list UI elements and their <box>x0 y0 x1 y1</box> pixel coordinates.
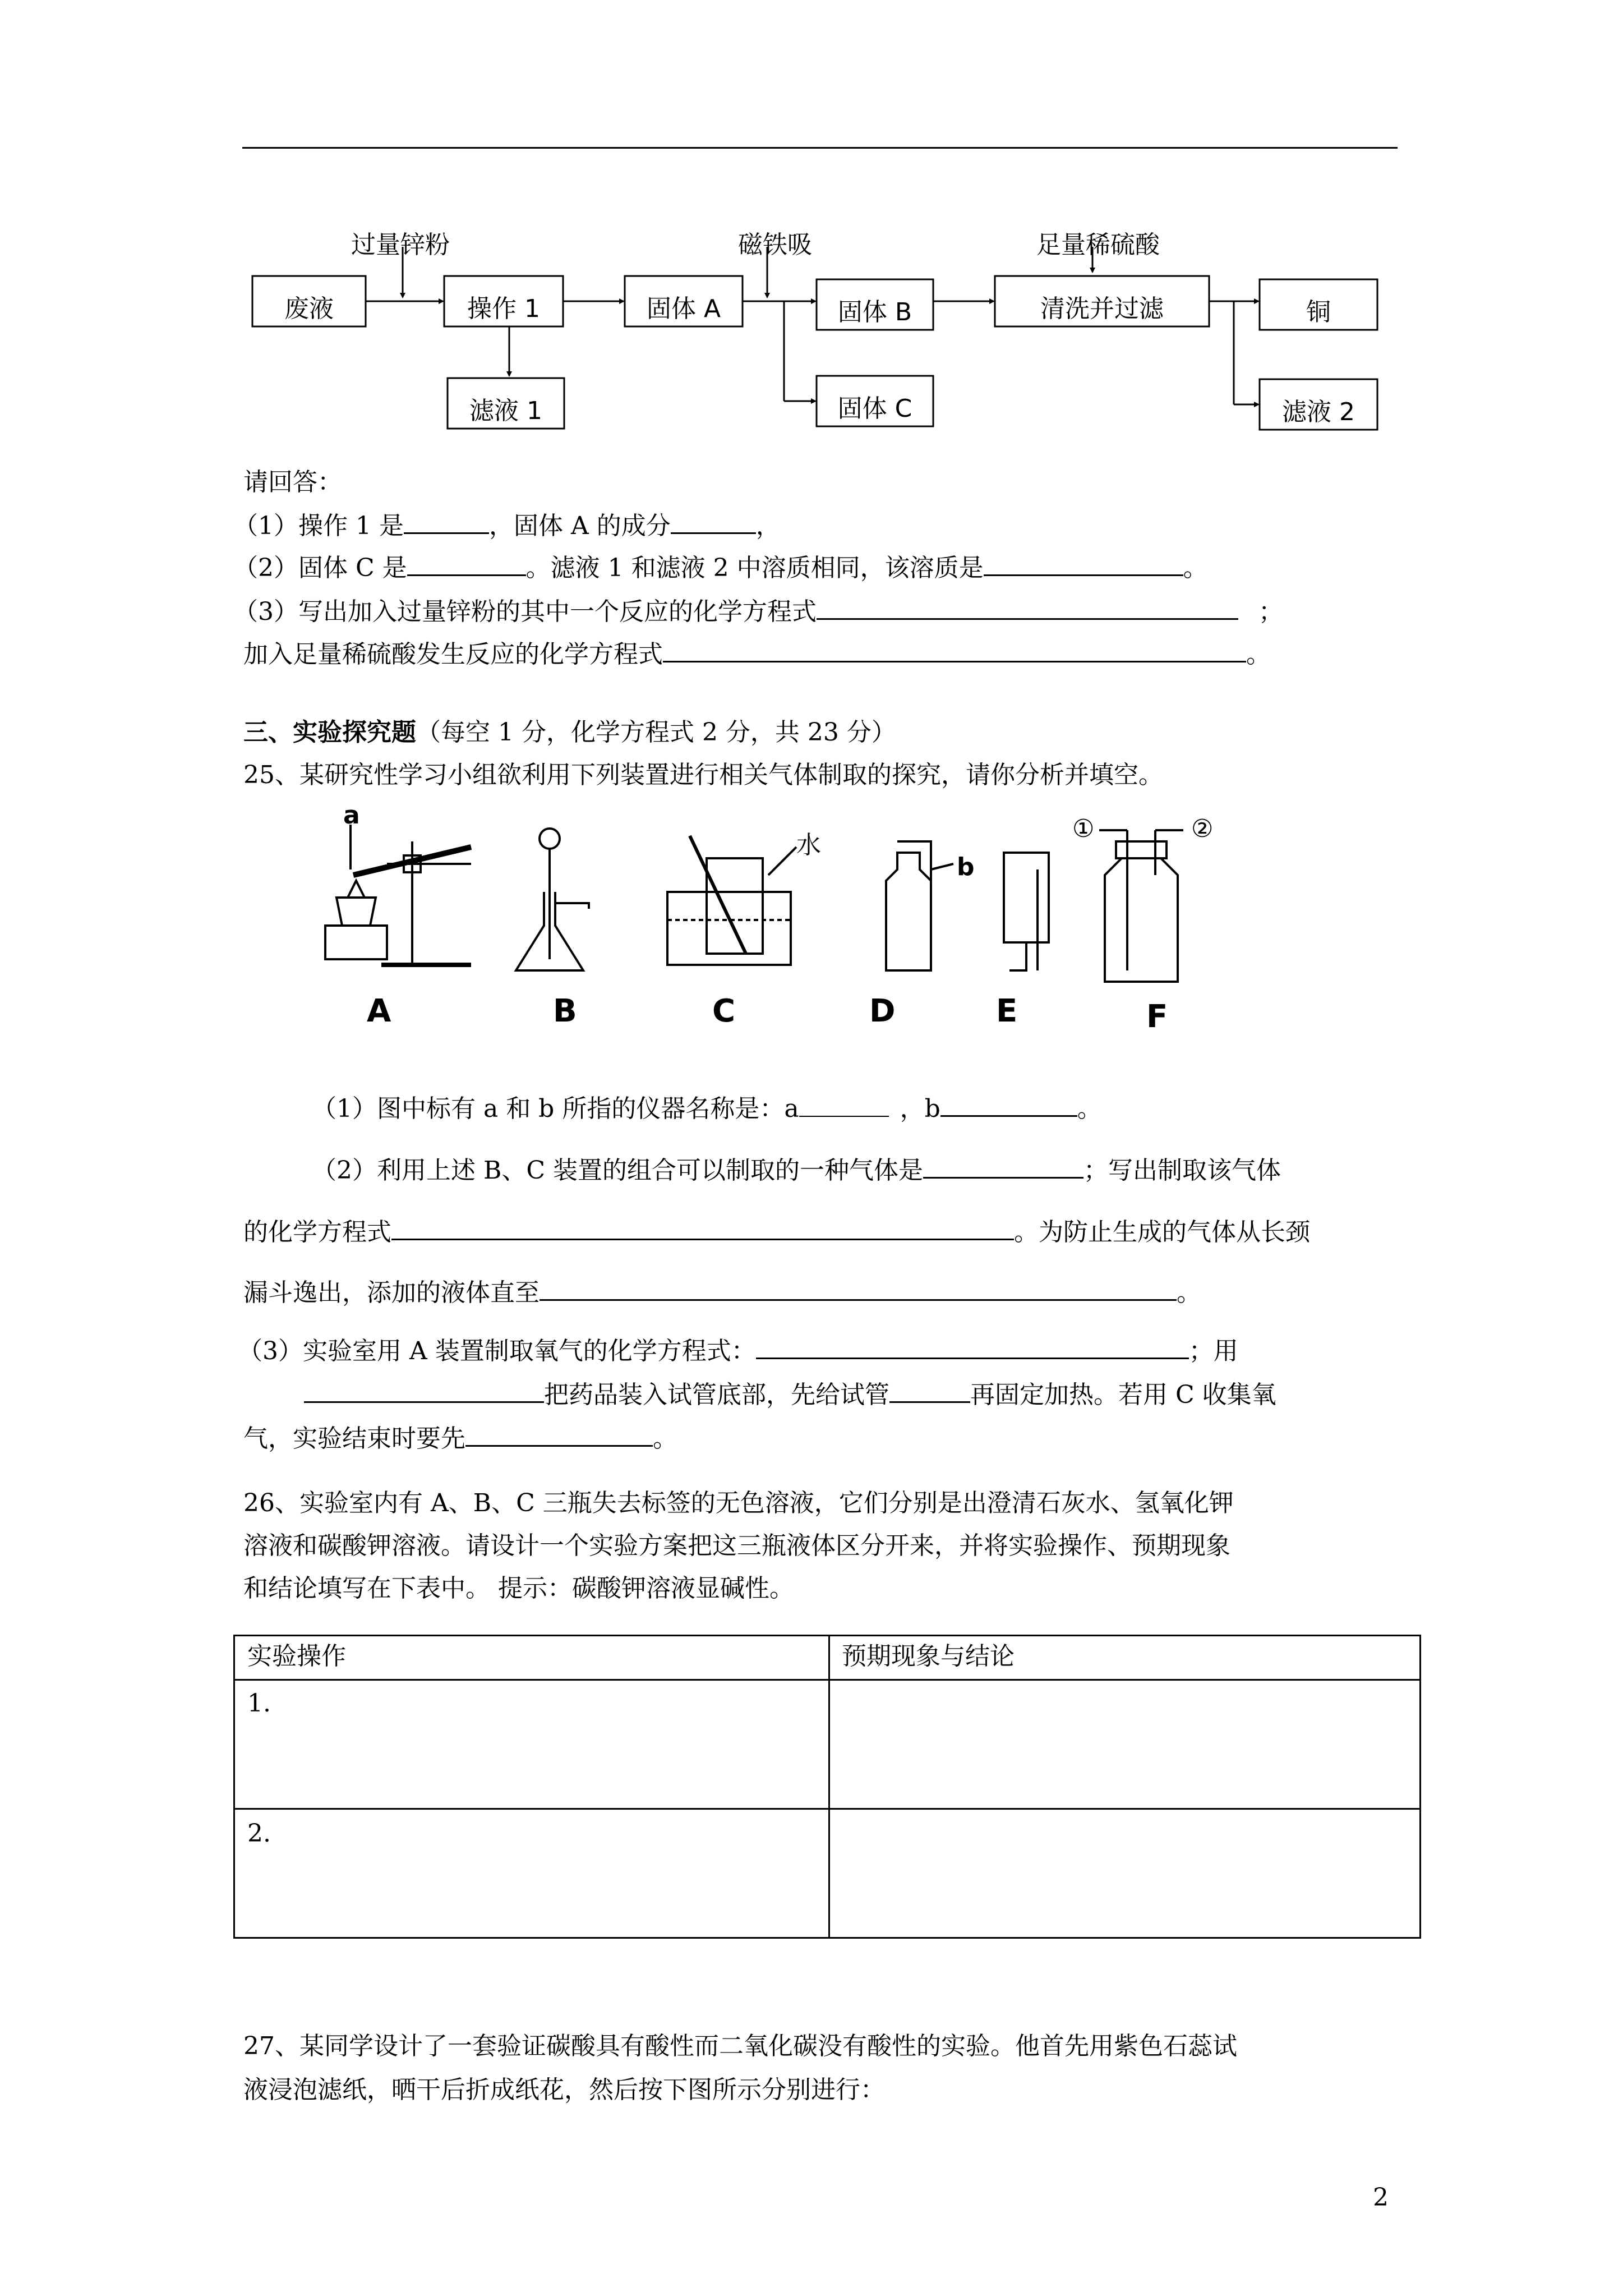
apparatus-f <box>1099 830 1183 982</box>
section3-title: 三、实验探究题 <box>243 718 416 747</box>
q24-blank-solidC[interactable] <box>407 550 526 576</box>
q25-p3-line2 <box>304 1377 1276 1412</box>
section3-heading <box>243 716 896 749</box>
q25-p2f: 。 <box>1177 1278 1201 1307</box>
apparatus-label-c: C <box>712 993 736 1029</box>
label-acid: 足量稀硫酸 <box>1036 231 1160 259</box>
q24-blank-solidA[interactable] <box>671 508 756 534</box>
apparatus-c <box>667 836 796 965</box>
q25-blank-level[interactable] <box>540 1274 1177 1301</box>
q24-line4 <box>243 636 1271 671</box>
q26-line3: 和结论填写在下表中。 提示：碳酸钾溶液显碱性。 <box>243 1574 794 1603</box>
q26-line2: 溶液和碳酸钾溶液。请设计一个实验方案把这三瓶液体区分开来，并将实验操作、预期现象 <box>243 1531 1230 1560</box>
q24-blank-zinc-eq[interactable] <box>817 593 1238 620</box>
label-zinc: 过量锌粉 <box>351 231 450 259</box>
apparatus-label-a: A <box>367 993 391 1029</box>
q24-l2a: （2）固体 C 是 <box>233 554 407 582</box>
q24-l1c: ， <box>755 512 781 540</box>
q24-l1a: （1）操作 1 是 <box>233 512 404 540</box>
q25-p2c: 的化学方程式 <box>243 1218 391 1246</box>
node-waste: 废液 <box>284 295 334 323</box>
table-row-divider-2 <box>235 1808 1419 1810</box>
q25-p3c: 把药品装入试管底部，先给试管 <box>544 1381 889 1409</box>
table-cell-2-result[interactable] <box>831 1810 1419 1937</box>
q25-blank-first[interactable] <box>465 1420 653 1447</box>
table-row-2-label: 2. <box>247 1819 271 1848</box>
apparatus-a <box>325 825 471 965</box>
apparatus-label-f: F <box>1146 999 1168 1035</box>
q25-p1b: ，b <box>900 1094 940 1123</box>
q25-blank-a[interactable] <box>799 1091 889 1117</box>
q24-l1b: ，固体 A 的成分 <box>488 512 671 540</box>
q24-blank-operation[interactable] <box>404 508 489 534</box>
table-header-operation: 实验操作 <box>247 1642 346 1671</box>
page-number: 2 <box>1373 2183 1389 2212</box>
q24-l3b: ； <box>1258 597 1283 626</box>
q27-line2: 液浸泡滤纸，晒干后折成纸花，然后按下图所示分别进行： <box>243 2076 885 2104</box>
label-magnet: 磁铁吸 <box>738 231 812 259</box>
apparatus-label-d: D <box>869 993 896 1029</box>
q25-blank-o2-eq[interactable] <box>756 1333 1189 1359</box>
q24-line2 <box>233 550 1208 585</box>
section3-note: （每空 1 分，化学方程式 2 分，共 23 分） <box>416 718 896 747</box>
q24-blank-acid-eq[interactable] <box>663 636 1246 662</box>
q25-p2e: 漏斗逸出，添加的液体直至 <box>243 1278 540 1307</box>
node-filtrate2: 滤液 2 <box>1282 398 1355 426</box>
q24-line1 <box>233 508 781 543</box>
q25-p3-line3 <box>243 1420 677 1456</box>
q24-l4a: 加入足量稀硫酸发生反应的化学方程式 <box>243 640 663 669</box>
table-cell-1-result[interactable] <box>831 1681 1419 1807</box>
q24-line3 <box>233 593 1283 629</box>
table-cell-1-operation[interactable] <box>237 1681 827 1807</box>
node-op1: 操作 1 <box>467 295 540 323</box>
q26-line1: 26、实验室内有 A、B、C 三瓶失去标签的无色溶液，它们分别是出澄清石灰水、氢氧化钾 <box>243 1489 1234 1517</box>
q25-p2-line1 <box>312 1152 1281 1188</box>
node-wash: 清洗并过滤 <box>1040 295 1164 323</box>
mark-water: 水 <box>796 831 821 859</box>
q25-blank-b[interactable] <box>940 1091 1077 1117</box>
q25-blank-eq[interactable] <box>391 1214 1014 1240</box>
q25-p3f: 。 <box>653 1424 677 1453</box>
node-solidA: 固体 A <box>646 295 721 323</box>
table-cell-2-operation[interactable] <box>237 1810 827 1937</box>
q25-p3-line1 <box>238 1333 1238 1368</box>
q25-p2d: 。为防止生成的气体从长颈 <box>1014 1218 1310 1246</box>
q25-blank-gas[interactable] <box>923 1152 1083 1179</box>
q24-l2b: 。滤液 1 和滤液 2 中溶质相同，该溶质是 <box>525 554 984 582</box>
mark-1: ① <box>1072 815 1095 843</box>
q25-p3a: （3）实验室用 A 装置制取氧气的化学方程式： <box>238 1337 756 1365</box>
apparatus-label-e: E <box>996 993 1018 1029</box>
q24-blank-solute[interactable] <box>984 550 1183 576</box>
apparatus-d <box>886 841 953 970</box>
q25-p3b: ；用 <box>1188 1337 1238 1365</box>
q25-stem: 25、某研究性学习小组欲利用下列装置进行相关气体制取的探究，请你分析并填空。 <box>243 761 1163 789</box>
q25-blank-tool[interactable] <box>304 1377 544 1403</box>
table-row-divider-1 <box>235 1679 1419 1681</box>
node-filtrate1: 滤液 1 <box>469 397 542 425</box>
q25-p1 <box>312 1091 1102 1126</box>
q25-p2-line3 <box>243 1274 1201 1310</box>
header-rule <box>242 147 1398 149</box>
node-copper: 铜 <box>1306 298 1331 326</box>
q25-p3e: 气，实验结束时要先 <box>243 1424 465 1453</box>
mark-a: a <box>343 801 360 830</box>
node-solidB: 固体 B <box>837 298 912 326</box>
q25-p1a: （1）图中标有 a 和 b 所指的仪器名称是：a <box>312 1094 799 1123</box>
q27-line1: 27、某同学设计了一套验证碳酸具有酸性而二氧化碳没有酸性的实验。他首先用紫色石蕊试 <box>243 2032 1237 2060</box>
q25-p2a: （2）利用上述 B、C 装置的组合可以制取的一种气体是 <box>312 1156 923 1185</box>
q25-p3d: 再固定加热。若用 C 收集氧 <box>970 1381 1276 1409</box>
q24-l2c: 。 <box>1183 554 1208 582</box>
q25-p2-line2 <box>243 1214 1310 1249</box>
node-solidC: 固体 C <box>837 394 912 423</box>
table-col-divider <box>828 1636 830 1937</box>
apparatus-b <box>516 829 589 970</box>
apparatus-e <box>1004 853 1049 970</box>
mark-2: ② <box>1191 815 1214 843</box>
table-header-result: 预期现象与结论 <box>842 1642 1015 1671</box>
q24-l4b: 。 <box>1246 640 1271 669</box>
apparatus-label-b: B <box>553 993 577 1029</box>
q25-p2b: ；写出制取该气体 <box>1083 1156 1281 1185</box>
mark-b: b <box>957 853 975 881</box>
q24-l3a: （3）写出加入过量锌粉的其中一个反应的化学方程式 <box>233 597 817 626</box>
answer-table <box>233 1635 1421 1939</box>
table-row-1-label: 1. <box>247 1689 271 1718</box>
q25-blank-preheat[interactable] <box>889 1377 970 1403</box>
q25-p1c: 。 <box>1077 1094 1102 1123</box>
q24-intro: 请回答： <box>243 468 342 496</box>
